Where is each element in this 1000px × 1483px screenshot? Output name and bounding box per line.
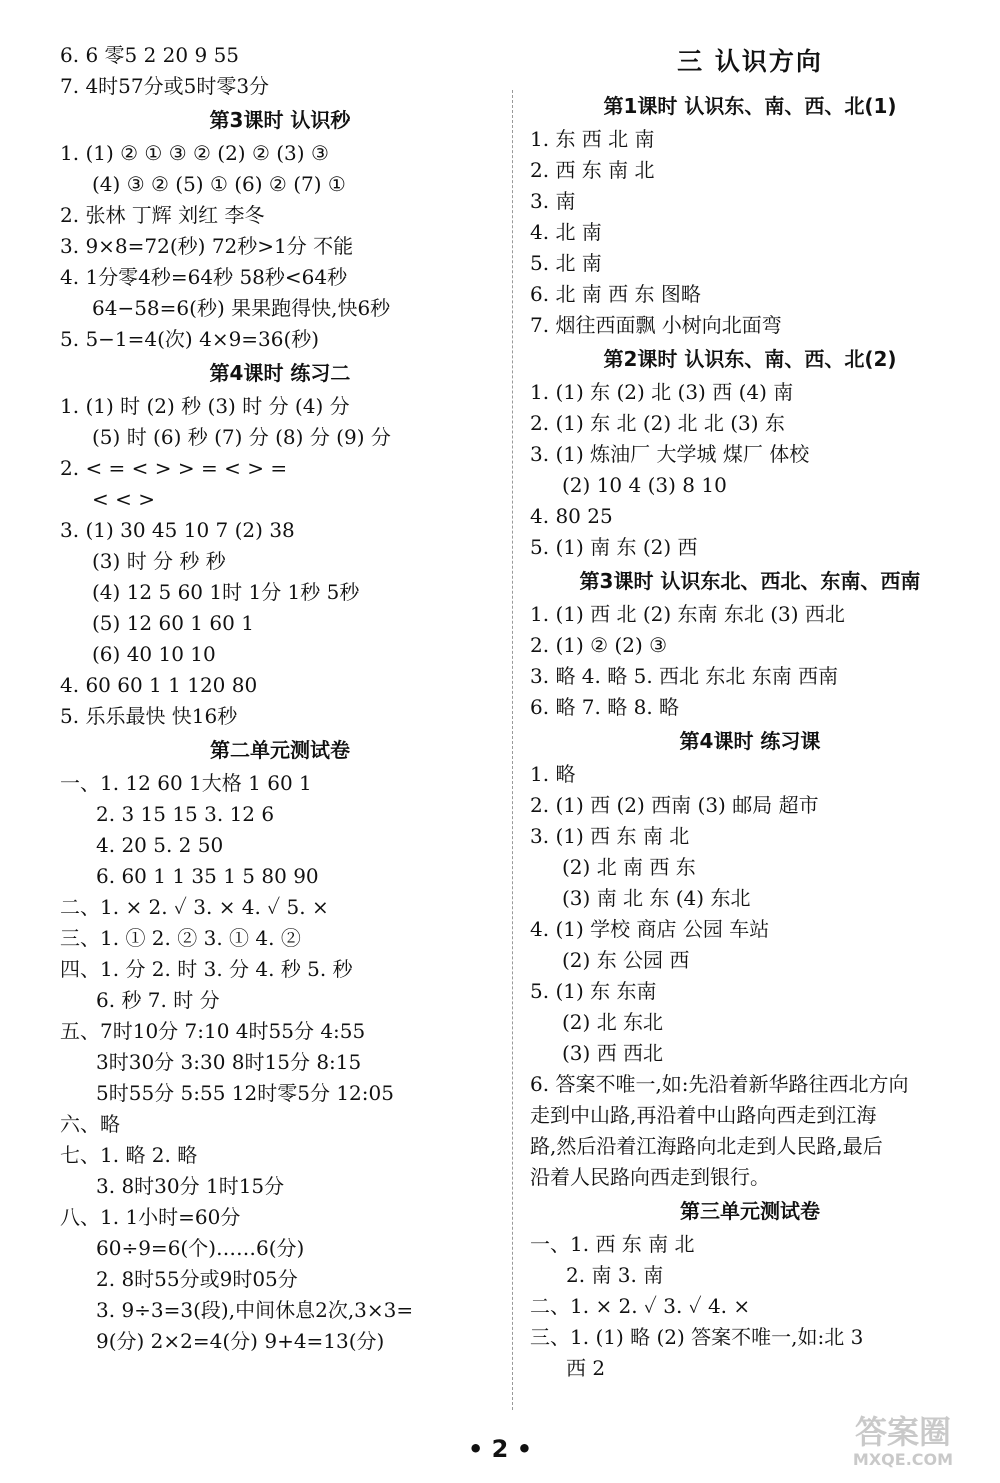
left-answer-line: 4. 1分零4秒=64秒 58秒<64秒 xyxy=(60,265,348,289)
right-answer-line: 4. (1) 学校 商店 公园 车站 xyxy=(530,917,770,941)
left-answer-line: 五、7时10分 7:10 4时55分 4:55 xyxy=(60,1019,366,1043)
right-answer-line: 三、1. (1) 略 (2) 答案不唯一,如:北 3 xyxy=(530,1325,864,1349)
left-answer-line: 2. 张林 丁辉 刘红 李冬 xyxy=(60,203,265,227)
right-answer-line: (2) 北 南 西 东 xyxy=(562,855,696,879)
right-answer-line: 沿着人民路向西走到银行。 xyxy=(530,1165,770,1189)
left-answer-line: 七、1. 略 2. 略 xyxy=(60,1143,198,1167)
right-answer-line: 2. (1) 西 (2) 西南 (3) 邮局 超市 xyxy=(530,793,819,817)
left-answer-line: 四、1. 分 2. 时 3. 分 4. 秒 5. 秒 xyxy=(60,957,353,981)
right-answer-line: 5. 北 南 xyxy=(530,251,602,275)
left-answer-line: 64−58=6(秒) 果果跑得快,快6秒 xyxy=(92,296,391,320)
left-answer-line: 3. (1) 30 45 10 7 (2) 38 xyxy=(60,518,295,542)
page-number: • 2 • xyxy=(467,1435,533,1463)
left-answer-line: (5) 12 60 1 60 1 xyxy=(92,611,254,635)
right-answer-line: 6. 北 南 西 东 图略 xyxy=(530,282,701,306)
left-answer-line: 4. 60 60 1 1 120 80 xyxy=(60,673,258,697)
left-answer-line: (3) 时 分 秒 秒 xyxy=(92,549,226,573)
left-answer-line: 八、1. 1小时=60分 xyxy=(60,1205,241,1229)
right-answer-line: 2. 西 东 南 北 xyxy=(530,158,655,182)
section-title: 三 认识方向 xyxy=(677,47,823,76)
left-answer-line: 5时55分 5:55 12时零5分 12:05 xyxy=(96,1081,394,1105)
right-answer-line: 2. (1) 东 北 (2) 北 北 (3) 东 xyxy=(530,411,785,435)
left-answer-line: 2. 8时55分或9时05分 xyxy=(96,1267,298,1291)
left-answer-line: < < > xyxy=(92,487,155,511)
lesson-heading: 第3课时 认识秒 xyxy=(209,108,351,132)
left-answer-line: 3. 8时30分 1时15分 xyxy=(96,1174,285,1198)
right-answer-line: 4. 北 南 xyxy=(530,220,602,244)
right-answer-line: 1. 略 xyxy=(530,762,576,786)
right-answer-line: 1. (1) 东 (2) 北 (3) 西 (4) 南 xyxy=(530,380,794,404)
right-answer-line: 1. 东 西 北 南 xyxy=(530,127,655,151)
right-answer-line: 3. (1) 西 东 南 北 xyxy=(530,824,690,848)
right-answer-line: 2. (1) ② (2) ③ xyxy=(530,633,668,657)
right-answer-line: (3) 西 西北 xyxy=(562,1041,664,1065)
lesson-heading: 第4课时 练习二 xyxy=(209,361,351,385)
lesson-heading: 第1课时 认识东、南、西、北(1) xyxy=(603,94,897,118)
left-answer-line: 一、1. 12 60 1大格 1 60 1 xyxy=(60,771,312,795)
right-answer-line: (2) 东 公园 西 xyxy=(562,948,690,972)
lesson-heading: 第2课时 认识东、南、西、北(2) xyxy=(603,347,897,371)
lesson-heading: 第3课时 认识东北、西北、东南、西南 xyxy=(579,569,921,593)
left-answer-line: 3. 9÷3=3(段),中间休息2次,3×3= xyxy=(96,1298,414,1322)
left-answer-line: (4) 12 5 60 1时 1分 1秒 5秒 xyxy=(92,580,360,604)
right-answer-line: 西 2 xyxy=(566,1356,606,1380)
left-answer-line: 1. (1) 时 (2) 秒 (3) 时 分 (4) 分 xyxy=(60,394,350,418)
right-answer-line: 走到中山路,再沿着中山路向西走到江海 xyxy=(530,1103,877,1127)
left-answer-line: 5. 5−1=4(次) 4×9=36(秒) xyxy=(60,327,320,351)
left-answer-line: 60÷9=6(个)……6(分) xyxy=(96,1236,305,1260)
left-answer-line: (6) 40 10 10 xyxy=(92,642,216,666)
right-answer-line: 3. 略 4. 略 5. 西北 东北 东南 西南 xyxy=(530,664,839,688)
watermark-url: MXQE.COM xyxy=(852,1450,954,1469)
column-divider xyxy=(512,90,513,1410)
lesson-heading: 第4课时 练习课 xyxy=(679,729,821,753)
left-answer-line: 5. 乐乐最快 快16秒 xyxy=(60,704,238,728)
right-answer-line: 路,然后沿着江海路向北走到人民路,最后 xyxy=(530,1134,883,1158)
watermark-logo xyxy=(828,1405,978,1471)
right-answer-line: 3. 南 xyxy=(530,189,576,213)
right-answer-line: 1. (1) 西 北 (2) 东南 东北 (3) 西北 xyxy=(530,602,845,626)
right-answer-line: 7. 烟往西面飘 小树向北面弯 xyxy=(530,313,782,337)
lesson-heading: 第二单元测试卷 xyxy=(210,738,350,762)
right-answer-line: 5. (1) 东 东南 xyxy=(530,979,657,1003)
left-answer-line: 1. (1) ② ① ③ ② (2) ② (3) ③ xyxy=(60,141,329,165)
right-answer-line: 5. (1) 南 东 (2) 西 xyxy=(530,535,698,559)
left-answer-line: (5) 时 (6) 秒 (7) 分 (8) 分 (9) 分 xyxy=(92,425,391,449)
right-answer-line: 6. 略 7. 略 8. 略 xyxy=(530,695,680,719)
right-answer-line: 二、1. × 2. ✓ 3. ✓ 4. × xyxy=(530,1294,751,1318)
left-answer-line: 3时30分 3:30 8时15分 8:15 xyxy=(96,1050,362,1074)
right-answer-line: 3. (1) 炼油厂 大学城 煤厂 体校 xyxy=(530,442,810,466)
left-answer-line: 2. 3 15 15 3. 12 6 xyxy=(96,802,275,826)
right-answer-line: (3) 南 北 东 (4) 东北 xyxy=(562,886,751,910)
left-answer-line: 6. 秒 7. 时 分 xyxy=(96,988,220,1012)
left-answer-line: (4) ③ ② (5) ① (6) ② (7) ① xyxy=(92,172,346,196)
left-answer-line: 9(分) 2×2=4(分) 9+4=13(分) xyxy=(96,1329,385,1353)
right-answer-line: (2) 北 东北 xyxy=(562,1010,664,1034)
right-answer-line: (2) 10 4 (3) 8 10 xyxy=(562,473,727,497)
left-answer-line: 6. 60 1 1 35 1 5 80 90 xyxy=(96,864,319,888)
right-answer-line: 一、1. 西 东 南 北 xyxy=(530,1232,695,1256)
right-answer-line: 2. 南 3. 南 xyxy=(566,1263,664,1287)
left-answer-line: 7. 4时57分或5时零3分 xyxy=(60,74,270,98)
left-answer-line: 二、1. × 2. ✓ 3. × 4. ✓ 5. × xyxy=(60,895,329,919)
left-answer-line: 3. 9×8=72(秒) 72秒>1分 不能 xyxy=(60,234,354,258)
left-answer-line: 4. 20 5. 2 50 xyxy=(96,833,224,857)
right-answer-line: 6. 答案不唯一,如:先沿着新华路往西北方向 xyxy=(530,1072,909,1096)
lesson-heading: 第三单元测试卷 xyxy=(680,1199,820,1223)
right-answer-line: 4. 80 25 xyxy=(530,504,613,528)
left-answer-line: 六、略 xyxy=(60,1112,120,1136)
right-answer-column xyxy=(530,40,970,1384)
left-answer-line: 三、1. ① 2. ② 3. ① 4. ② xyxy=(60,926,301,950)
watermark-title: 答案圈 xyxy=(854,1413,952,1451)
left-answer-column xyxy=(60,40,500,1357)
left-answer-line: 2. < = < > > = < > = xyxy=(60,456,288,480)
left-answer-line: 6. 6 零5 2 20 9 55 xyxy=(60,43,240,67)
